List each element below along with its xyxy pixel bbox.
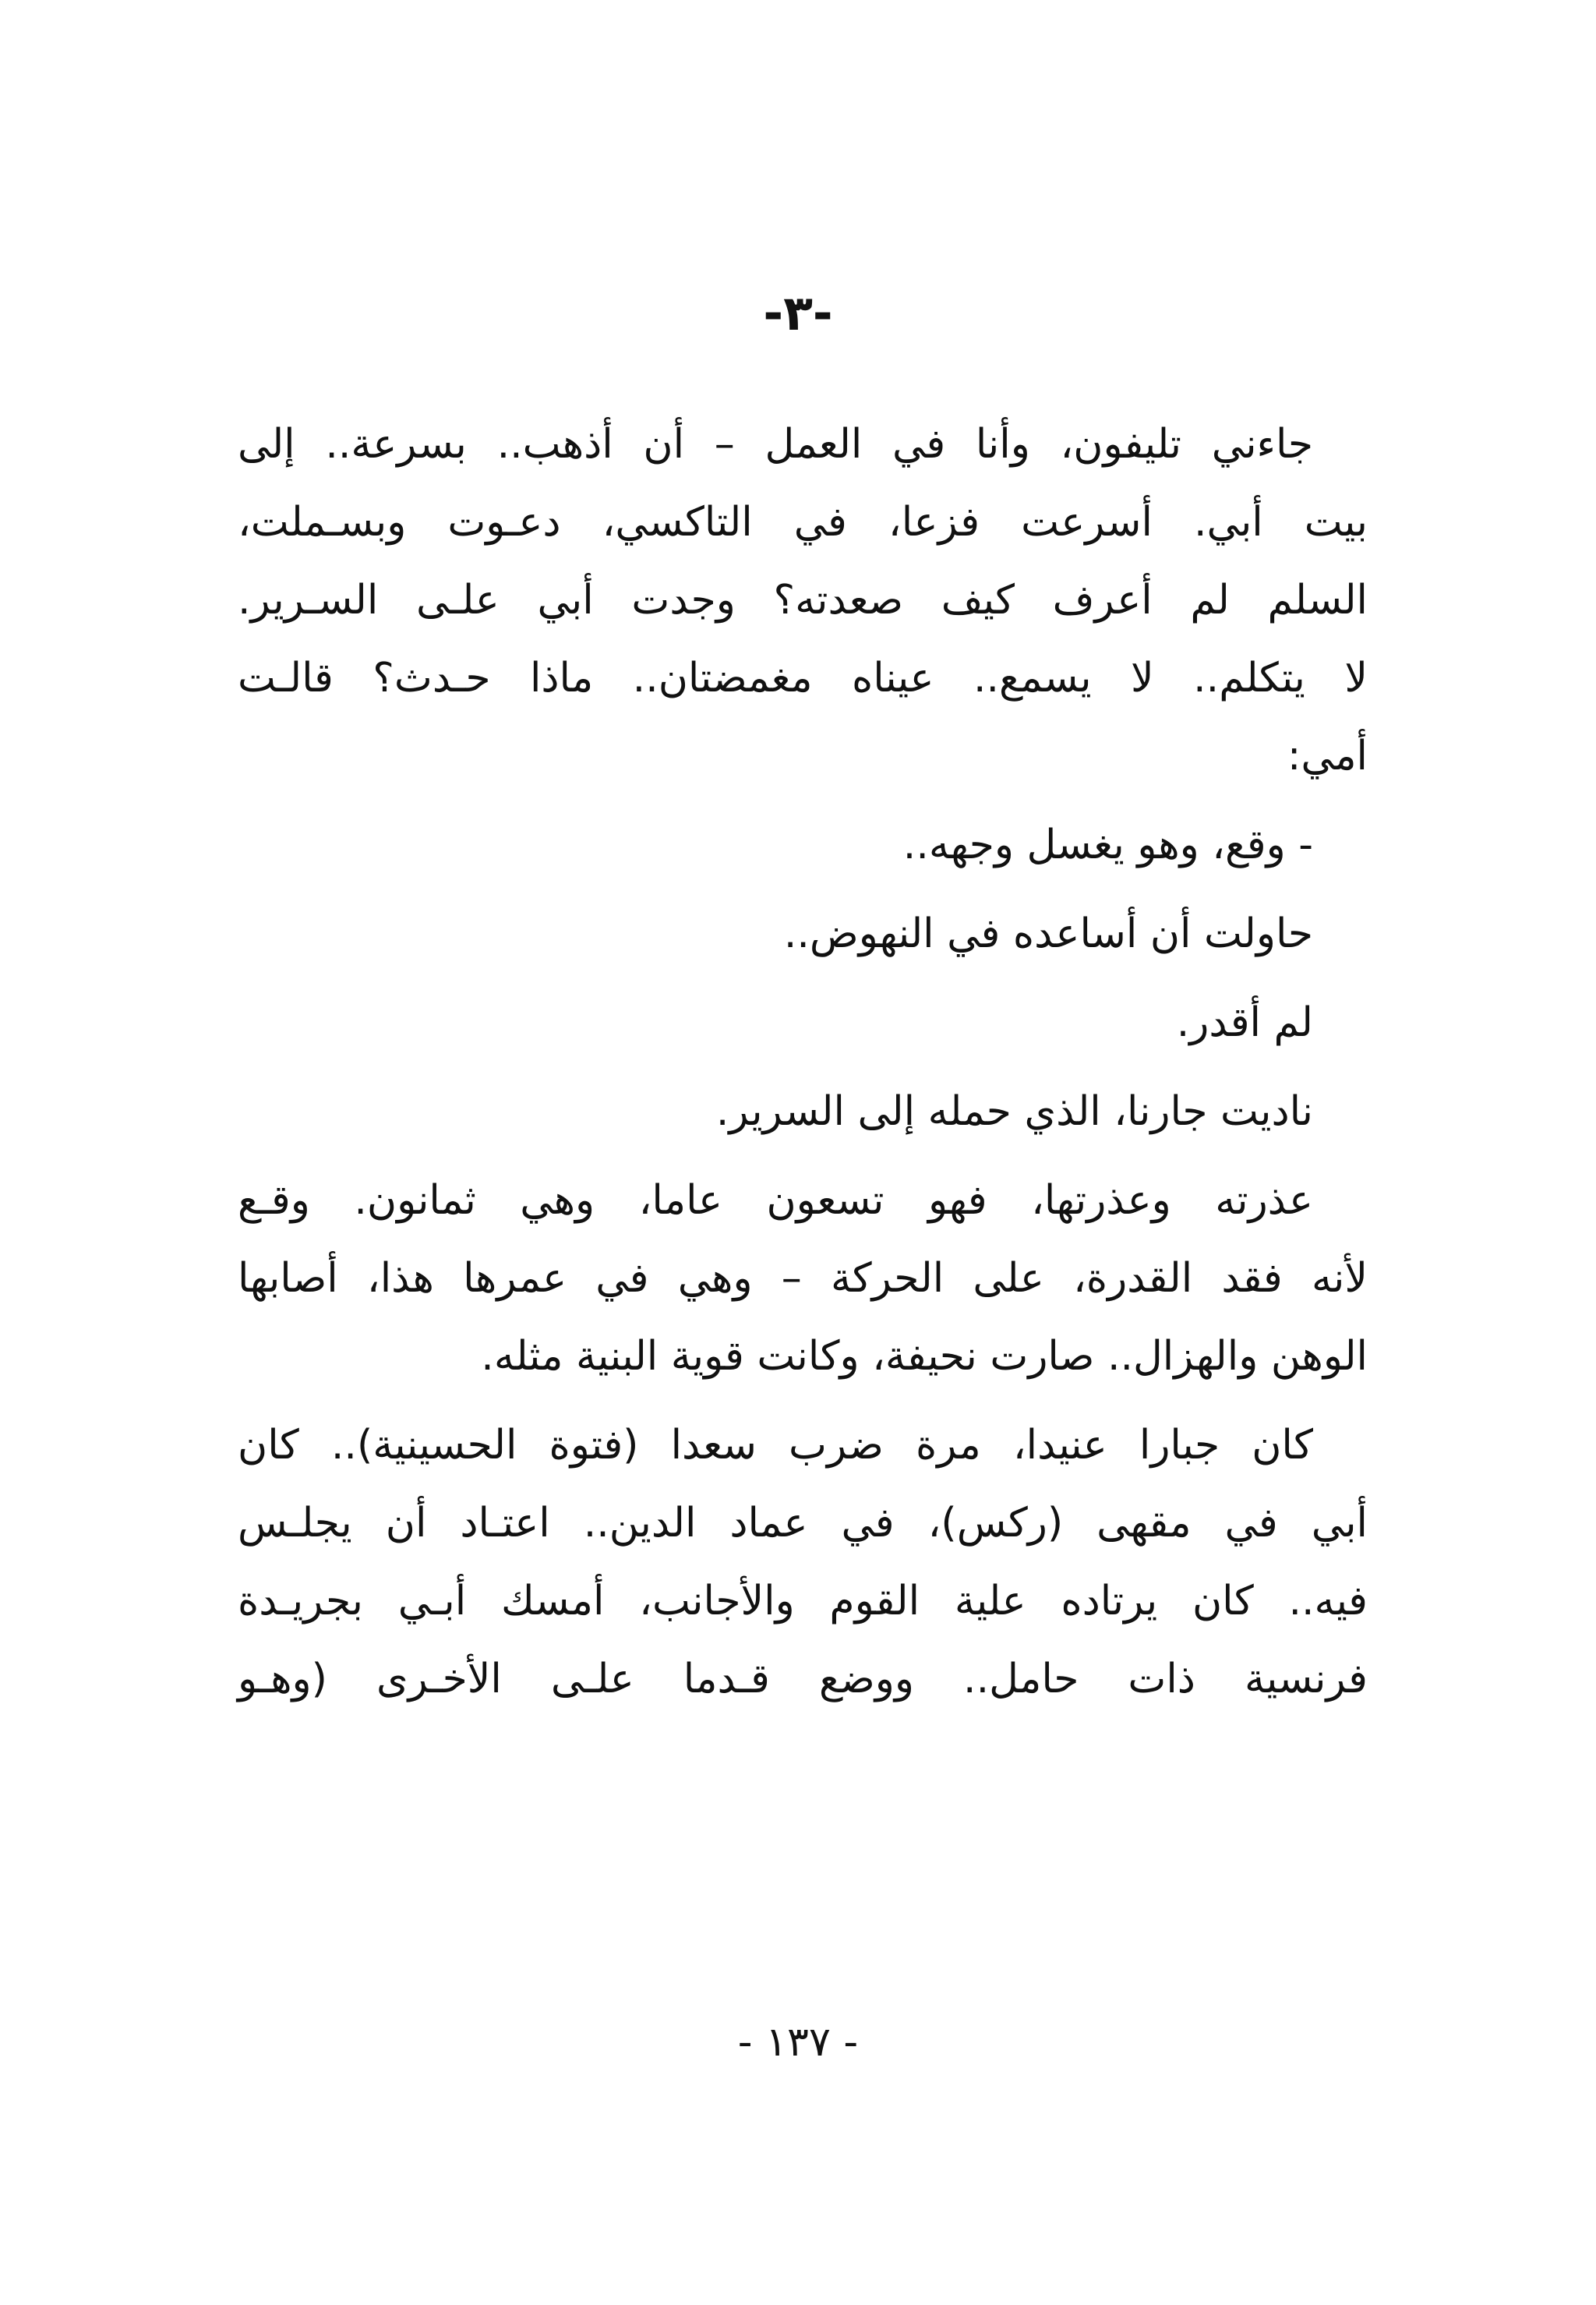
paragraph (238, 1406, 1368, 1718)
text-line: فرنسية ذات حامل.. ووضع قـدما علـى الأخـرى (وهـو (238, 1656, 1368, 1702)
text-line: عذرته وعذرتها، فهو تسعون عاما، وهي ثمانون. وقـع (238, 1177, 1313, 1224)
text-line: لا يتكلم.. لا يسمع.. عيناه مغمضتان.. ماذا حـدث؟ قالـت (238, 655, 1368, 702)
text-line: جاءني تليفون، وأنا في العمل – أن أذهب.. بسرعة.. إلى (238, 421, 1313, 468)
paragraph (238, 984, 1368, 1062)
page-number: - ١٣٧ - (737, 2019, 859, 2066)
text-line: بيت أبي. أسرعت فزعا، في التاكسي، دعـوت وبسـملت، (238, 499, 1368, 546)
body-text (238, 405, 1368, 1718)
paragraph (238, 1161, 1368, 1395)
paragraph (238, 806, 1368, 884)
text-line: السلم لم أعرف كيف صعدته؟ وجدت أبي علـى السـرير. (238, 577, 1368, 624)
chapter-number: -٣- (763, 285, 833, 341)
text-line: فيه.. كان يرتاده علية القوم والأجانب، أمسك أبـي بجريـدة (238, 1578, 1368, 1624)
text-line: أبي في مقهى (ركس)، في عماد الدين.. اعتـاد أن يجلـس (238, 1500, 1368, 1547)
text-line: حاولت أن أساعده في النهوض.. (783, 910, 1313, 957)
text-line: أمي: (1287, 733, 1368, 780)
text-line: كان جبارا عنيدا، مرة ضرب سعدا (فتوة الحسينية).. كان (238, 1422, 1313, 1469)
paragraph (238, 405, 1368, 795)
text-line: - وقع، وهو يغسل وجهه.. (902, 822, 1313, 868)
text-line: ناديت جارنا، الذي حمله إلى السرير. (715, 1088, 1313, 1135)
text-line: الوهن والهزال.. صارت نحيفة، وكانت قوية البنية مثله. (481, 1333, 1368, 1380)
paragraph (238, 895, 1368, 973)
text-line: لأنه فقد القدرة، على الحركة – وهي في عمرها هذا، أصابها (238, 1255, 1368, 1302)
text-line: لم أقدر. (1176, 999, 1313, 1046)
paragraph (238, 1073, 1368, 1151)
